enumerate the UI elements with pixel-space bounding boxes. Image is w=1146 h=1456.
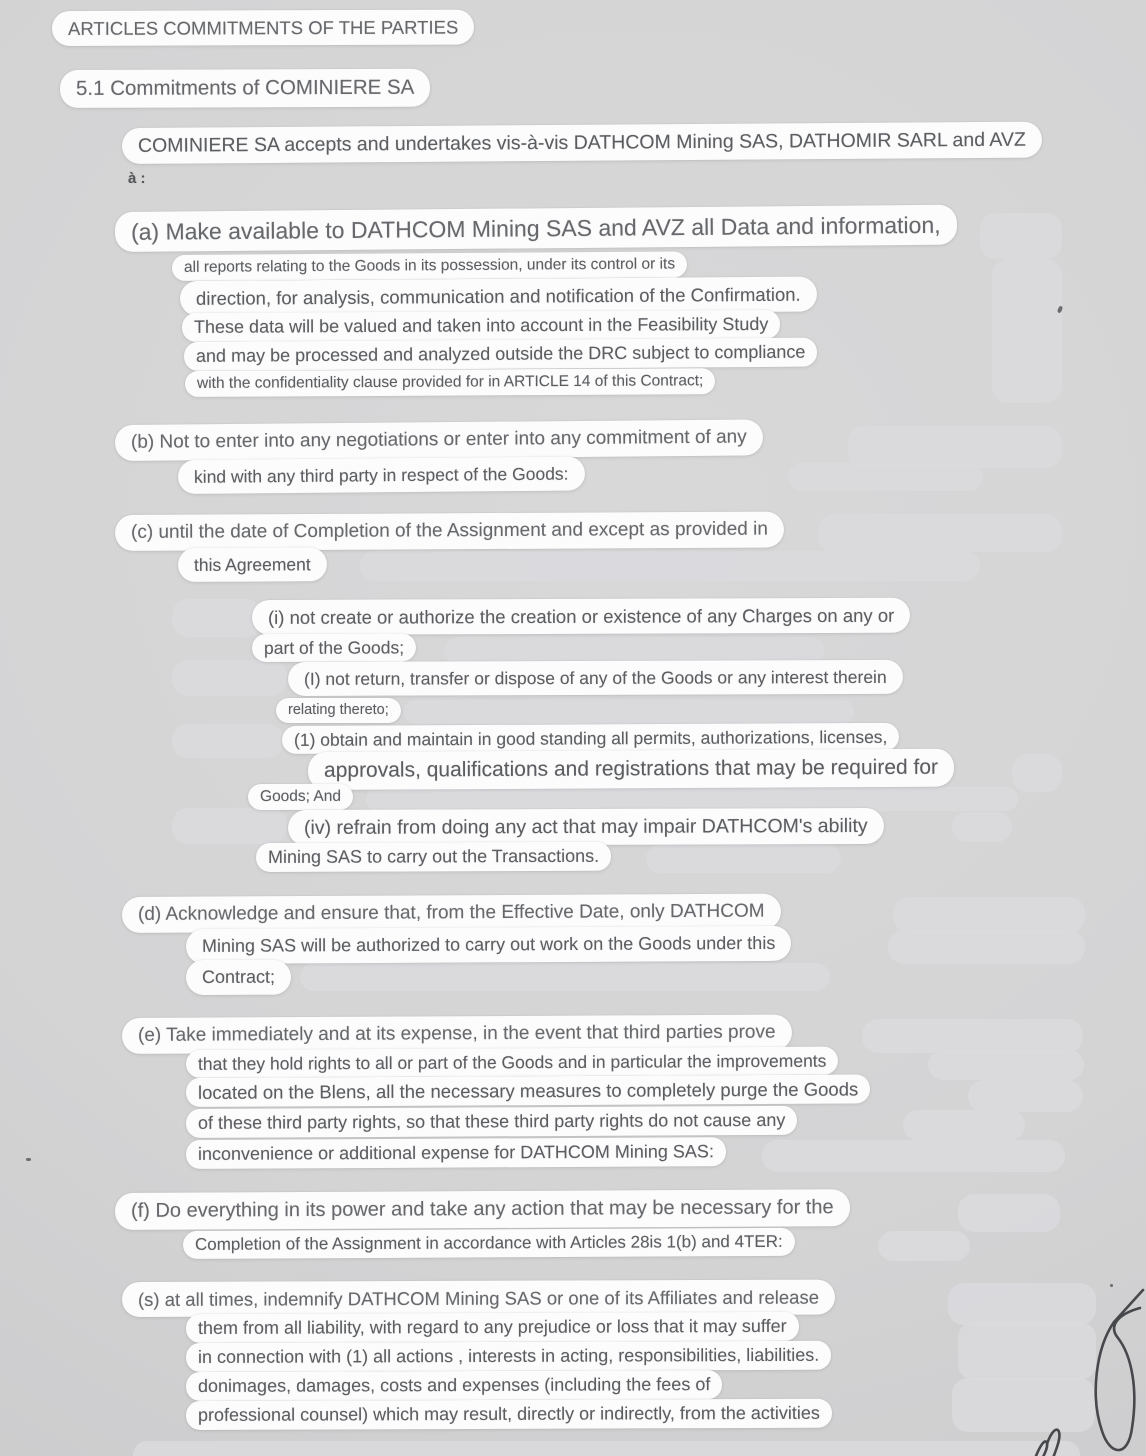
subclause-1-tail: Goods; And	[248, 784, 353, 810]
article-heading: ARTICLES COMMITMENTS OF THE PARTIES	[52, 10, 474, 47]
ghost-text-block	[646, 845, 841, 873]
subclause-iv-line: Mining SAS to carry out the Transactions.	[256, 842, 611, 872]
ghost-text-block	[172, 660, 287, 696]
clause-d-line: Contract;	[186, 960, 291, 995]
ghost-text-block	[762, 1140, 1065, 1172]
ghost-text-block	[1012, 754, 1062, 792]
clause-e-line: located on the Blens, all the necessary measures to completely purge the Goods	[186, 1074, 870, 1107]
clause-s-line: them from all liability, with regard to any prejudice or loss that it may suffer	[186, 1312, 799, 1343]
clause-a-heading: (a) Make available to DATHCOM Mining SAS and AVZ all Data and information,	[115, 205, 957, 253]
ghost-text-block	[172, 808, 287, 844]
clause-e-line: of these third party rights, so that these third party rights do not cause any	[186, 1106, 797, 1138]
ink-speck	[1110, 1284, 1113, 1287]
clause-e-heading: (e) Take immediately and at its expense, in the event that third parties prove	[122, 1014, 792, 1053]
clause-a-line: direction, for analysis, communication and notification of the Confirmation.	[180, 277, 817, 317]
ghost-text-block	[360, 551, 980, 581]
pen-squiggle-icon	[1028, 1418, 1088, 1456]
ghost-text-block	[300, 963, 830, 991]
ink-speck	[1057, 306, 1063, 314]
ghost-text-block	[952, 812, 1012, 842]
clause-d-heading: (d) Acknowledge and ensure that, from the Effective Date, only DATHCOM	[122, 894, 781, 933]
ghost-text-block	[172, 599, 262, 637]
ink-speck	[26, 1158, 31, 1161]
clause-a-line: and may be processed and analyzed outside the DRC subject to compliance	[184, 338, 818, 371]
clause-s-line: donimages, damages, costs and expenses (including the fees of	[186, 1370, 722, 1401]
subclause-l-line: relating thereto;	[276, 698, 401, 723]
ghost-text-block	[818, 514, 1062, 552]
clause-s-heading: (s) at all times, indemnify DATHCOM Mining SAS or one of its Affiliates and release	[122, 1280, 835, 1318]
clause-e-line: inconvenience or additional expense for DATHCOM Mining SAS:	[186, 1137, 726, 1169]
clause-a-line: These data will be valued and taken into account in the Feasibility Study	[182, 310, 781, 342]
clause-f-line: Completion of the Assignment in accordance with Articles 28is 1(b) and 4TER:	[183, 1228, 795, 1259]
ghost-text-block	[958, 1194, 1060, 1232]
ghost-text-block	[928, 1050, 1084, 1080]
clause-e-line: that they hold rights to all or part of the Goods and in particular the improvements	[186, 1047, 839, 1079]
ghost-text-block	[133, 1441, 1080, 1456]
clause-c-line: this Agreement	[178, 547, 327, 582]
clause-f-heading: (f) Do everything in its power and take any action that may be necessary for the	[115, 1189, 850, 1230]
subclause-iv-heading: (iv) refrain from doing any act that may impair DATHCOM's ability	[288, 808, 884, 847]
ghost-text-block	[366, 787, 1018, 811]
subclause-i-line: part of the Goods;	[252, 633, 416, 662]
clause-b-heading: (b) Not to enter into any negotiations or enter into any commitment of any	[115, 419, 763, 460]
ghost-text-block	[992, 259, 1062, 403]
ghost-text-block	[980, 213, 1062, 259]
ghost-text-block	[444, 637, 824, 663]
clause-d-line: Mining SAS will be authorized to carry out work on the Goods under this	[186, 926, 791, 964]
ghost-text-block	[172, 724, 284, 758]
ghost-text-block	[862, 1019, 1083, 1053]
intro-tail-text: à :	[128, 170, 146, 187]
subclause-l-heading: (I) not return, transfer or dispose of any of the Goods or any interest therein	[288, 660, 903, 696]
clause-b-line: kind with any third party in respect of the Goods:	[178, 456, 585, 494]
clause-c-heading: (c) until the date of Completion of the Assignment and except as provided in	[115, 511, 784, 550]
ghost-text-block	[788, 463, 983, 491]
ghost-text-block	[848, 426, 1062, 468]
clause-a-line: with the confidentiality clause provided for in ARTICLE 14 of this Contract;	[185, 368, 715, 397]
ghost-text-block	[888, 930, 1085, 964]
clause-heading: 5.1 Commitments of COMINIERE SA	[60, 69, 430, 108]
ghost-text-block	[903, 1110, 1025, 1140]
clause-s-line: in connection with (1) all actions , interests in acting, responsibilities, liabilities.	[186, 1341, 831, 1372]
clause-a-line: all reports relating to the Goods in its possession, under its control or its	[172, 251, 687, 280]
subclause-i-heading: (i) not create or authorize the creation or existence of any Charges on any or	[252, 598, 910, 636]
clause-s-line: professional counsel) which may result, directly or indirectly, from the activities	[186, 1399, 832, 1430]
ghost-text-block	[968, 1080, 1083, 1112]
subclause-1-heading: (1) obtain and maintain in good standing all permits, authorizations, licenses,	[282, 723, 900, 754]
ghost-text-block	[878, 1231, 970, 1261]
ghost-text-block	[404, 700, 854, 724]
intro-sentence: COMINIERE SA accepts and undertakes vis-à-vis DATHCOM Mining SAS, DATHOMIR SARL and AVZ	[122, 122, 1042, 165]
ghost-text-block	[893, 897, 1085, 933]
subclause-1-line: approvals, qualifications and registrations that may be required for	[308, 749, 954, 791]
